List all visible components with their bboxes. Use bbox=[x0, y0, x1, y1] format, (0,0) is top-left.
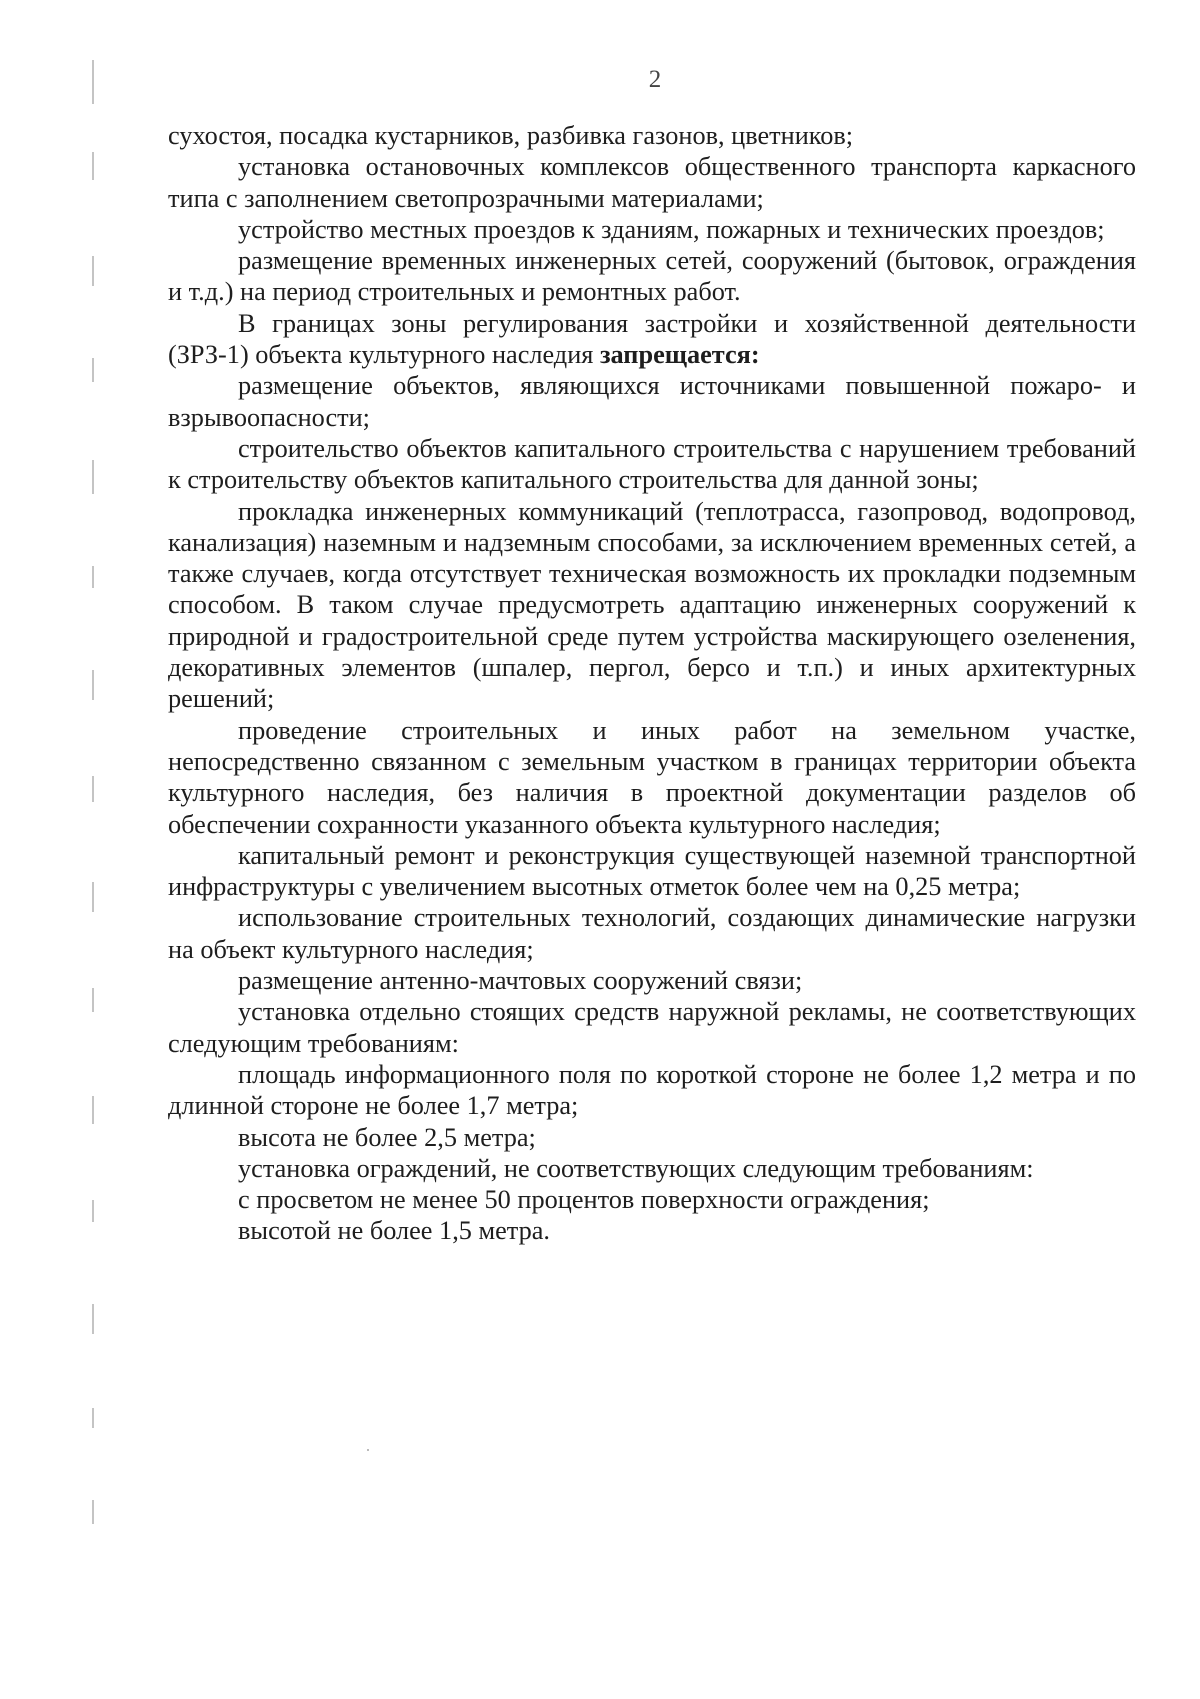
paragraph: проведение строительных и иных работ на земельном участке, непосредственно связанном с земельным участком в границах территории объекта культурного наследия, без наличия в проектной документации разделов об обеспечении сохранности указанного объекта культурного наследия; bbox=[168, 715, 1136, 839]
paragraph: с просветом не менее 50 процентов поверхности ограждения; bbox=[238, 1185, 930, 1215]
paragraph: прокладка инженерных коммуникаций (теплотрасса, газопровод, водопровод, канализация) наземным и надземным способами, за исключением временных сетей, а также случаев, когда отсутствует техническая возможность их прокладки подземным способом. В таком случае предусмотреть адаптацию инженерных сооружений к природной и градостроительной среде путем устройства маскирующего озеленения, декоративных элементов (шпалер, пергол, берсо и т.п.) и иных архитектурных решений; bbox=[168, 496, 1136, 714]
paragraph: использование строительных технологий, создающих динамические нагрузки на объект культурного наследия; bbox=[168, 903, 1136, 964]
paragraph-zrz-heading bbox=[168, 308, 1136, 371]
scan-speck bbox=[367, 1449, 369, 1451]
paragraph: установка отдельно стоящих средств наружной рекламы, не соответствующих следующим требованиям: bbox=[168, 997, 1136, 1058]
paragraph: капитальный ремонт и реконструкция существующей наземной транспортной инфраструктуры с увеличением высотных отметок более чем на 0,25 метра; bbox=[168, 840, 1136, 902]
paragraph-text: В границах зоны регулирования застройки и хозяйственной деятельности (ЗРЗ-1) объекта культурного наследия bbox=[168, 308, 1136, 370]
paragraph: высотой не более 1,5 метра. bbox=[238, 1216, 551, 1246]
scan-edge-marks bbox=[92, 60, 95, 1560]
paragraph: площадь информационного поля по короткой стороне не более 1,2 метра и по длинной стороне не более 1,7 метра; bbox=[168, 1059, 1136, 1121]
paragraph: размещение объектов, являющихся источниками повышенной пожаро- и взрывоопасности; bbox=[168, 371, 1136, 432]
paragraph: устройство местных проездов к зданиям, пожарных и технических проездов; bbox=[238, 214, 1105, 244]
page-number: 2 bbox=[648, 66, 662, 93]
paragraph: установка ограждений, не соответствующих следующим требованиям: bbox=[238, 1153, 1034, 1183]
paragraph: установка остановочных комплексов общественного транспорта каркасного типа с заполнением светопрозрачными материалами; bbox=[168, 152, 1136, 213]
paragraph: высота не более 2,5 метра; bbox=[238, 1122, 536, 1152]
prohibited-keyword: запрещается: bbox=[599, 340, 760, 370]
paragraph: сухостоя, посадка кустарников, разбивка газонов, цветников; bbox=[168, 121, 854, 150]
paragraph: строительство объектов капитального строительства с нарушением требований к строительству объектов капитального строительства для данной зоны; bbox=[168, 433, 1136, 495]
paragraph: размещение антенно-мачтовых сооружений связи; bbox=[238, 966, 803, 996]
document-body bbox=[168, 120, 1136, 1247]
paragraph: размещение временных инженерных сетей, сооружений (бытовок, ограждения и т.д.) на период строительных и ремонтных работ. bbox=[168, 246, 1136, 307]
